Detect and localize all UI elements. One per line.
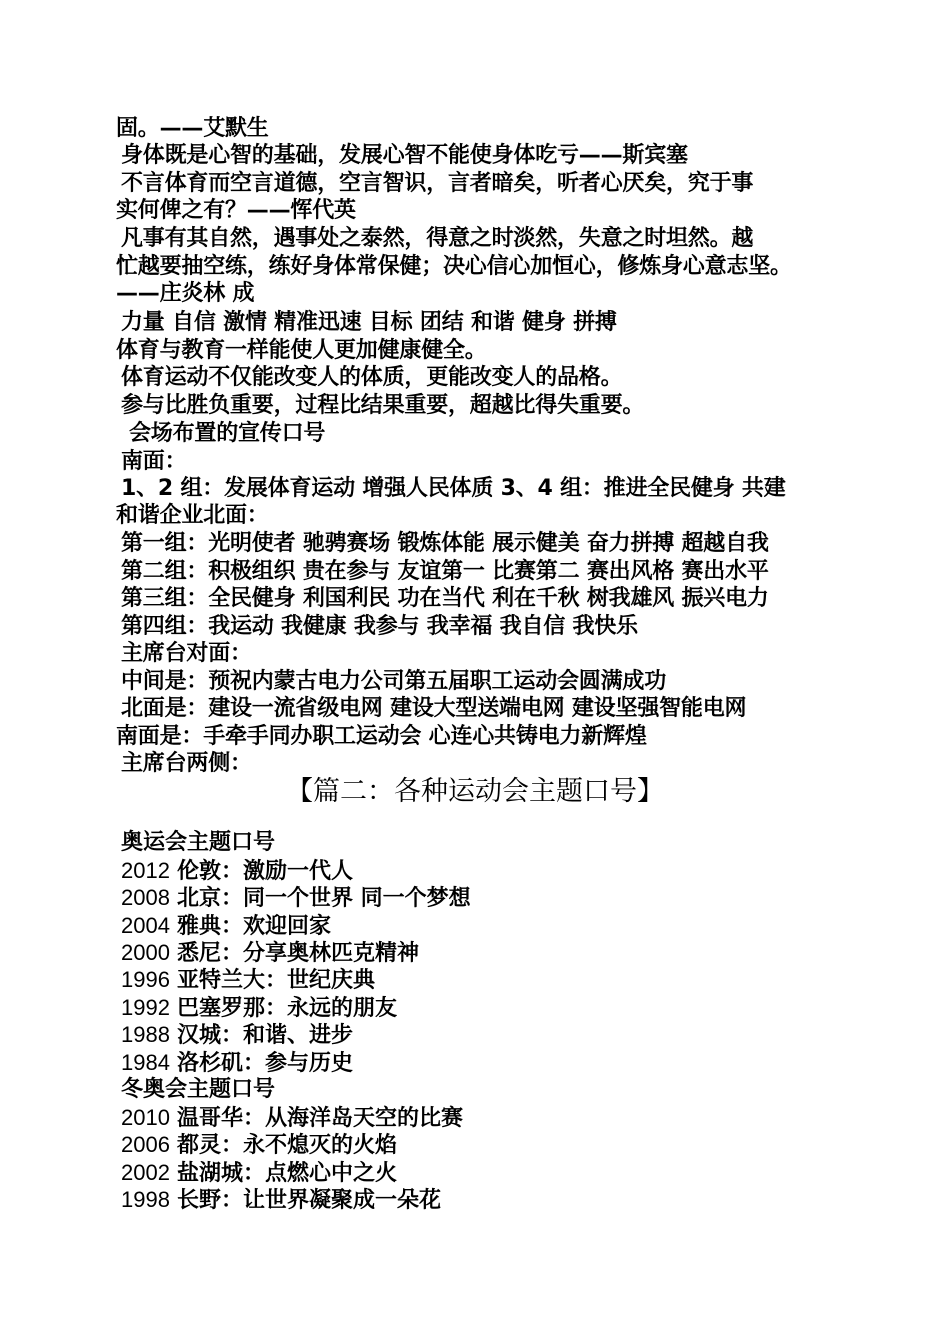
year: 2008: [121, 885, 170, 910]
text-line: 主席台对面：: [121, 641, 252, 666]
text-line: ——庄炎林 成: [116, 281, 255, 306]
text-line: 第三组：全民健身 利国利民 功在当代 利在千秋 树我雄风 振兴电力: [121, 586, 769, 611]
slogan: 伦敦：激励一代人: [176, 859, 353, 884]
list-item: [121, 912, 331, 940]
text-line: 南面是：手牵手同办职工运动会 心连心共铸电力新辉煌: [116, 724, 647, 749]
slogan: 北京：同一个世界 同一个梦想: [176, 886, 471, 911]
list-item: [121, 884, 471, 912]
slogan: 亚特兰大：世纪庆典: [176, 968, 375, 993]
text-line: 固。——艾默生: [116, 116, 269, 141]
text-line: 第一组：光明使者 驰骋赛场 锻炼体能 展示健美 奋力拼搏 超越自我: [121, 531, 769, 556]
slogan: 巴塞罗那：永远的朋友: [176, 996, 397, 1021]
slogan: 都灵：永不熄灭的火焰: [176, 1133, 397, 1158]
winter-olympics-title: 冬奥会主题口号: [121, 1077, 276, 1102]
slogan: 悉尼：分享奥林匹克精神: [176, 941, 419, 966]
slogan: 雅典：欢迎回家: [176, 914, 331, 939]
year: 1984: [121, 1050, 170, 1075]
list-item: [121, 939, 419, 967]
slogan: 长野：让世界凝聚成一朵花: [176, 1188, 441, 1213]
list-item: [121, 966, 375, 994]
year: 2000: [121, 940, 170, 965]
list-item: [121, 994, 397, 1022]
year: 1992: [121, 995, 170, 1020]
text-line: 实何俾之有？——恽代英: [116, 198, 356, 223]
text-line: 身体既是心智的基础，发展心智不能使身体吃亏——斯宾塞: [121, 143, 688, 168]
year: 2004: [121, 913, 170, 938]
text-line: 南面：: [121, 449, 187, 474]
text-line: 体育运动不仅能改变人的体质，更能改变人的品格。: [121, 365, 623, 390]
year: 2006: [121, 1132, 170, 1157]
slogan: 汉城：和谐、进步: [176, 1023, 353, 1048]
slogan: 洛杉矶：参与历史: [176, 1051, 353, 1076]
list-item: [121, 1049, 353, 1077]
text-line: 凡事有其自然，遇事处之泰然，得意之时淡然，失意之时坦然。越: [121, 226, 754, 251]
year: 2010: [121, 1105, 170, 1130]
text-line: 中间是：预祝内蒙古电力公司第五届职工运动会圆满成功: [121, 669, 667, 694]
slogan: 盐湖城：点燃心中之火: [176, 1161, 397, 1186]
year: 1988: [121, 1022, 170, 1047]
list-item: [121, 1131, 397, 1159]
list-item: [121, 1021, 353, 1049]
text-line: 参与比胜负重要，过程比结果重要，超越比得失重要。: [121, 393, 645, 418]
text-line: 会场布置的宣传口号: [129, 421, 326, 446]
list-item: [121, 1159, 397, 1187]
text-line: 力量 自信 激情 精准迅速 目标 团结 和谐 健身 拼搏: [121, 310, 617, 335]
text-line: 主席台两侧：: [121, 751, 252, 776]
list-item: [121, 857, 353, 885]
text-line: 第四组：我运动 我健康 我参与 我幸福 我自信 我快乐: [121, 614, 638, 639]
year: 2002: [121, 1160, 170, 1185]
section-heading: 【篇二：各种运动会主题口号】: [286, 776, 664, 807]
list-item: [121, 1186, 441, 1214]
year: 2012: [121, 858, 170, 883]
text-line: 忙越要抽空练，练好身体常保健；决心信心加恒心，修炼身心意志坚。: [116, 254, 792, 279]
text-line: 北面是：建设一流省级电网 建设大型送端电网 建设坚强智能电网: [121, 696, 747, 721]
list-item: [121, 1104, 463, 1132]
text-line: 不言体育而空言道德，空言智识，言者暗矣，听者心厌矣，究于事: [121, 171, 754, 196]
text-line: 第二组：积极组织 贵在参与 友谊第一 比赛第二 赛出风格 赛出水平: [121, 559, 769, 584]
slogan: 温哥华：从海洋岛天空的比赛: [176, 1106, 463, 1131]
year: 1998: [121, 1187, 170, 1212]
text-line: 和谐企业北面：: [116, 503, 269, 528]
olympics-title: 奥运会主题口号: [121, 830, 276, 855]
text-line: 体育与教育一样能使人更加健康健全。: [116, 338, 487, 363]
text-line: 1、2 组：发展体育运动 增强人民体质 3、4 组：推进全民健身 共建: [121, 476, 786, 501]
year: 1996: [121, 967, 170, 992]
